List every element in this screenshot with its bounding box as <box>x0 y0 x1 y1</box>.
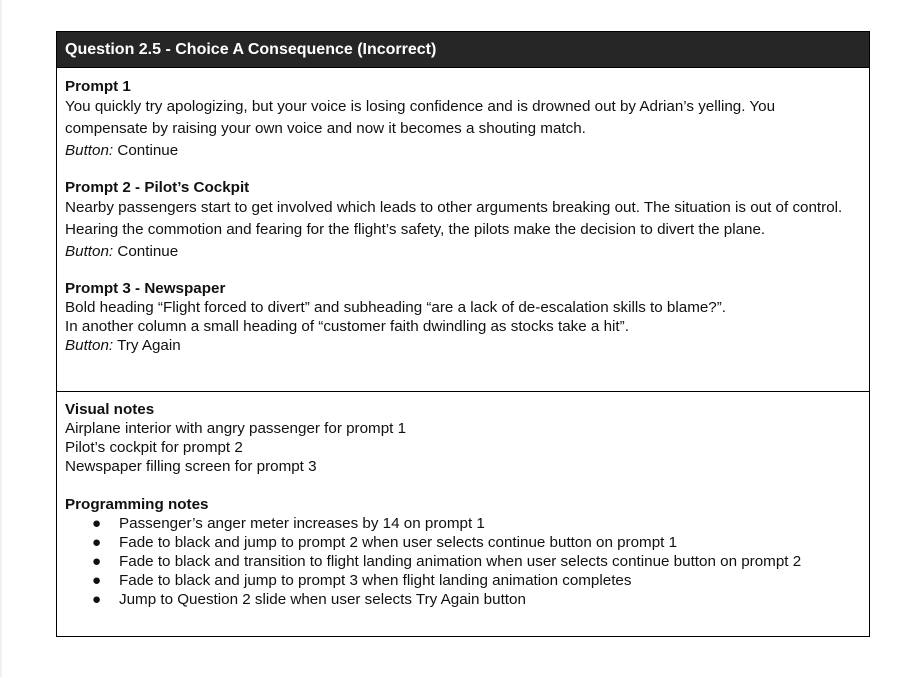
bullet-icon: ● <box>92 591 102 608</box>
bullet-icon: ● <box>92 534 102 551</box>
prompts-cell <box>57 68 869 392</box>
prompt-2-heading: Prompt 2 - Pilot’s Cockpit <box>65 179 250 196</box>
programming-notes <box>65 495 861 609</box>
list-item <box>65 552 861 571</box>
programming-notes-list <box>65 514 861 609</box>
visual-note-line: Airplane interior with angry passenger for prompt 1 <box>65 420 407 437</box>
prompt-3-button-value: Try Again <box>113 337 181 354</box>
bullet-icon: ● <box>92 572 102 589</box>
question-title: Question 2.5 - Choice A Consequence (Incorrect) <box>65 41 437 58</box>
prompt-1-button-key: Button: <box>65 142 114 159</box>
list-item-text: Passenger’s anger meter increases by 14 on prompt 1 <box>119 515 485 532</box>
spacer <box>65 263 861 279</box>
list-item-text: Fade to black and jump to prompt 3 when flight landing animation completes <box>119 572 632 589</box>
prompt-1-body: You quickly try apologizing, but your voice is losing confidence and is drowned out by Adrian’s yelling. You compensate by raising your own voice and now it becomes a shouting match. <box>65 98 776 137</box>
list-item <box>65 514 861 533</box>
prompt-3-button-key: Button: <box>65 337 114 354</box>
spec-table <box>56 31 870 637</box>
prompt-1-button-line <box>65 140 861 162</box>
visual-notes <box>65 400 861 476</box>
visual-note-line: Newspaper filling screen for prompt 3 <box>65 458 317 475</box>
prompt-2 <box>65 178 861 263</box>
visual-notes-heading: Visual notes <box>65 401 155 418</box>
prompt-1-button-value: Continue <box>113 142 179 159</box>
prompt-2-body: Nearby passengers start to get involved which leads to other arguments breaking out. The situation is out of control. Hearing the commotion and fearing for the flight’s safety, the pilots make the decision to divert the plane. <box>65 199 843 238</box>
bullet-icon: ● <box>92 553 102 570</box>
spacer <box>65 162 861 178</box>
spacer <box>65 476 861 495</box>
prompt-3-heading: Prompt 3 - Newspaper <box>65 280 226 297</box>
visual-note-line: Pilot’s cockpit for prompt 2 <box>65 439 243 456</box>
list-item-text: Jump to Question 2 slide when user selects Try Again button <box>119 591 526 608</box>
list-item-text: Fade to black and transition to flight landing animation when user selects continue button on prompt 2 <box>119 553 802 570</box>
list-item <box>65 571 861 590</box>
prompt-2-button-key: Button: <box>65 243 114 260</box>
table-header <box>57 32 869 68</box>
prompt-2-button-line <box>65 241 861 263</box>
list-item-text: Fade to black and jump to prompt 2 when user selects continue button on prompt 1 <box>119 534 678 551</box>
prompt-2-button-value: Continue <box>113 243 179 260</box>
prompt-3-button-line <box>65 336 861 355</box>
prompt-1 <box>65 77 861 162</box>
prompt-3-line-2: In another column a small heading of “customer faith dwindling as stocks take a hit”. <box>65 318 629 335</box>
prompt-3-line-1: Bold heading “Flight forced to divert” and subheading “are a lack of de-escalation skills to blame?”. <box>65 299 727 316</box>
programming-notes-heading: Programming notes <box>65 496 209 513</box>
list-item <box>65 533 861 552</box>
bullet-icon: ● <box>92 515 102 532</box>
notes-cell <box>57 392 869 636</box>
prompt-3 <box>65 279 861 355</box>
list-item <box>65 590 861 609</box>
prompt-1-heading: Prompt 1 <box>65 78 131 95</box>
document-page <box>2 0 920 677</box>
